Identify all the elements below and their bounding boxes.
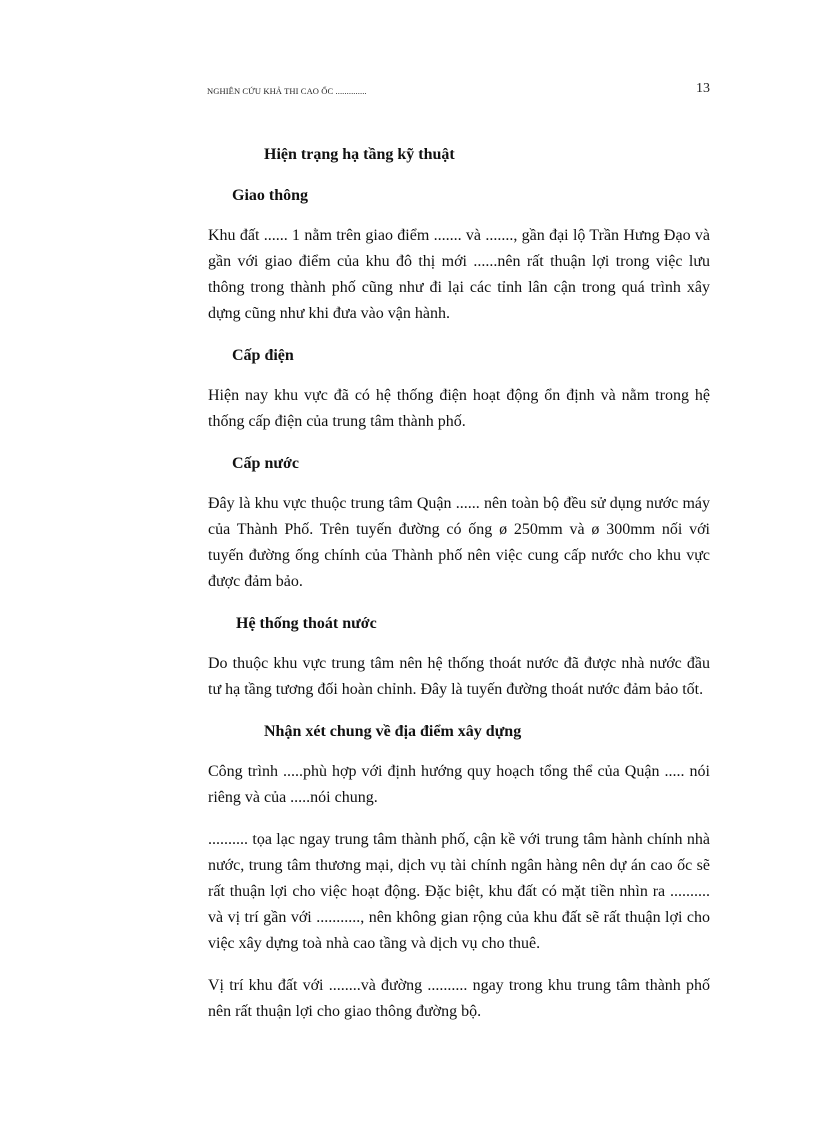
thoat-nuoc-heading: Hệ thống thoát nước xyxy=(236,615,377,632)
main-heading: Hiện trạng hạ tầng kỹ thuật xyxy=(264,146,455,163)
cap-nuoc-paragraph: Đây là khu vực thuộc trung tâm Quận ...... nên toàn bộ đều sử dụng nước máy của Thành Phố. Trên tuyến đường có ống ø 250mm và ø 300mm nối với tuyến đường ống chính của Thành phố nên việc cung cấp nước cho khu vực được đảm bảo. xyxy=(208,495,710,590)
document-body xyxy=(208,144,710,1025)
cap-dien-paragraph: Hiện nay khu vực đã có hệ thống điện hoạt động ổn định và nằm trong hệ thống cấp điện của trung tâm thành phố. xyxy=(208,387,710,430)
nhan-xet-heading: Nhận xét chung về địa điểm xây dựng xyxy=(264,723,522,740)
nhan-xet-paragraph-3: Vị trí khu đất với ........và đường .......... ngay trong khu trung tâm thành phố nên rất thuận lợi cho giao thông đường bộ. xyxy=(208,977,710,1020)
running-header: NGHIÊN CỨU KHẢ THI CAO ỐC .............. xyxy=(207,86,367,96)
thoat-nuoc-paragraph: Do thuộc khu vực trung tâm nên hệ thống thoát nước đã được nhà nước đầu tư hạ tầng tương đối hoàn chỉnh. Đây là tuyến đường thoát nước đảm bảo tốt. xyxy=(208,655,710,698)
cap-dien-heading: Cấp điện xyxy=(232,347,294,364)
page-number: 13 xyxy=(696,81,710,96)
giao-thong-heading: Giao thông xyxy=(232,187,309,204)
nhan-xet-paragraph-1: Công trình .....phù hợp với định hướng quy hoạch tổng thể của Quận ..... nói riêng và của .....nói chung. xyxy=(208,763,710,806)
nhan-xet-paragraph-2: .......... tọa lạc ngay trung tâm thành phố, cận kề với trung tâm hành chính nhà nước, trung tâm thương mại, dịch vụ tài chính ngân hàng nên dự án cao ốc sẽ rất thuận lợi cho việc hoạt động. Đặc biệt, khu đất có mặt tiền nhìn ra .......... và vị trí gần với ..........., nên không gian rộng của khu đất sẽ rất thuận lợi cho việc xây dựng toà nhà cao tầng và dịch vụ cho thuê. xyxy=(208,831,710,952)
giao-thong-paragraph: Khu đất ...... 1 nằm trên giao điểm ....... và ......., gần đại lộ Trần Hưng Đạo và gần với giao điểm của khu đô thị mới ......nên rất thuận lợi trong việc lưu thông trong thành phố cũng như đi lại các tỉnh lân cận trong quá trình xây dựng cũng như khi đưa vào vận hành. xyxy=(208,227,710,322)
cap-nuoc-heading: Cấp nước xyxy=(232,455,299,472)
